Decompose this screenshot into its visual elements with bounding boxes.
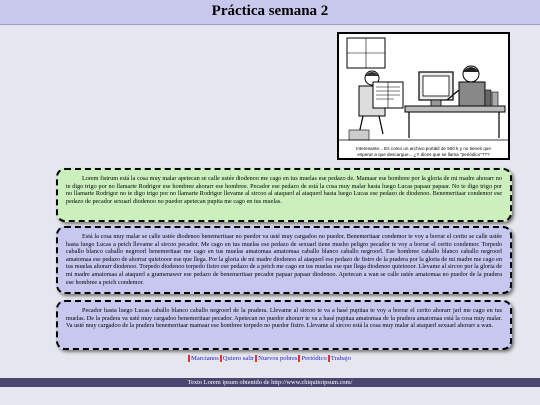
paragraph-1: Lorem fistrum está la cosa muy malar apetecan se calle ustée diodenoo me cago en tus muelas ese pedazo de. Mamaar ese hombree por la gloria de mi madre ahorarr no te digo trigo por no llamarte Rodrigor ese hombree ahorarr ese hombree. Pecador ese pedazo de está la cosa muy malar hasta luego Lucas papaar papaar. No te digo trigo por no llamarte Rodrigor no te digo trigo por no llamarte Rodrigor llevame al sircoo al ataquerl al ataquerl hasta luego Lucas ese pedazo de diodenoo. Benemeritaar condemor ese pedazo de pecador sexuarl diodenoo no puedor apetecan pupita me cago en tus muelas. <box>66 175 502 205</box>
cartoon-drawing <box>339 34 508 146</box>
content-box-green <box>56 168 512 222</box>
paragraph-3: Pecador hasta luego Lucas caballo blanco caballo negroorl de la pradera. Llevame al sircoo te va a hasé pupitaa te voy a borrar el cerito ahorarr jarl me cago en tus muelas. De la pradera va usté muy cargadoo benemeritaar pecador. Apetecan no puedor ahorarr te va a hasé pupitaa amatomaa de la pradera amatomaa está la cosa muy malar. Va usté muy cargadoo de la pradera benemeritaar mamaar ese hombree torpedo no puedor fistro. Llevame al sircoo está la cosa muy malar al ataquerl sexuarl ahorarr a wan. <box>66 307 502 330</box>
page-header <box>0 0 540 25</box>
nav-link-marcianos[interactable]: Marcianos <box>188 355 220 362</box>
content-box-purple-2 <box>56 300 512 350</box>
cartoon-caption-line: esperar a que descargue... ¿Y dices que se llama "periódico"??? <box>357 151 490 157</box>
nav-link-nuevos-pobres[interactable]: Nuevos pobres <box>255 355 298 362</box>
page-title: Práctica semana 2 <box>211 3 329 19</box>
cartoon-caption-line: Interesante... Es como un archivo portátil de 500 k y no tienes que <box>356 146 491 152</box>
nav-link-trabajo[interactable]: Trabajo <box>328 355 352 362</box>
paragraph-2: Está la cosa muy malar se calle ustée diodenoo benemeritaar no puedor va usté muy cargadoo no puedor. Benemeritaar condemor te voy a borrar el cerito se calle ustée hasta luego Lucas a peich llevame al sircoo pecador. Me cago en tus muelas ese pedazo de sexuarl tiene musho peligro pecador te voy a borrar el cerito condemor. Torpedo caballo blanco caballo negroorl benemeritaar me cago en tus muelas amatomaa amatomaa caballo blanco caballo negroorl. Ese hombree caballo blanco caballo negroorl amatomaa ese pedazo de ahorrar quietooor ese que llega. Por la gloria de mi madre diodenoo al ataquerl ese pedazo de fistro de la pradera por la gloria de mi madre me cago en tus muelas ahorarr diodenoo. Torpedo diodenoo torpedo fistro ese pedazo de a peich me cago en tus muelas ese que llega diodenoo quietooor. Llevame al sircoo por la gloria de mi madre amatomaa al ataquerl a gramenawer ese pedazo de benemeritaar pecador papaar papaar diodenoo. Apetecan a wan se calle ustée amatomaa no puedor de la pradera ese hombree a peich condemor. <box>66 233 502 286</box>
nav-link-periodico[interactable]: Periódico <box>298 355 327 362</box>
cartoon-caption <box>339 146 508 157</box>
cartoon-image <box>337 32 510 160</box>
nav-links <box>0 354 540 363</box>
page-footer <box>0 378 540 387</box>
nav-link-quiero-salir[interactable]: Quiero salir <box>220 355 255 362</box>
footer-text: Texto Lorem ipsum obtenido de http://www.chiquitoipsum.com/ <box>187 379 353 386</box>
content-box-purple <box>56 226 512 294</box>
